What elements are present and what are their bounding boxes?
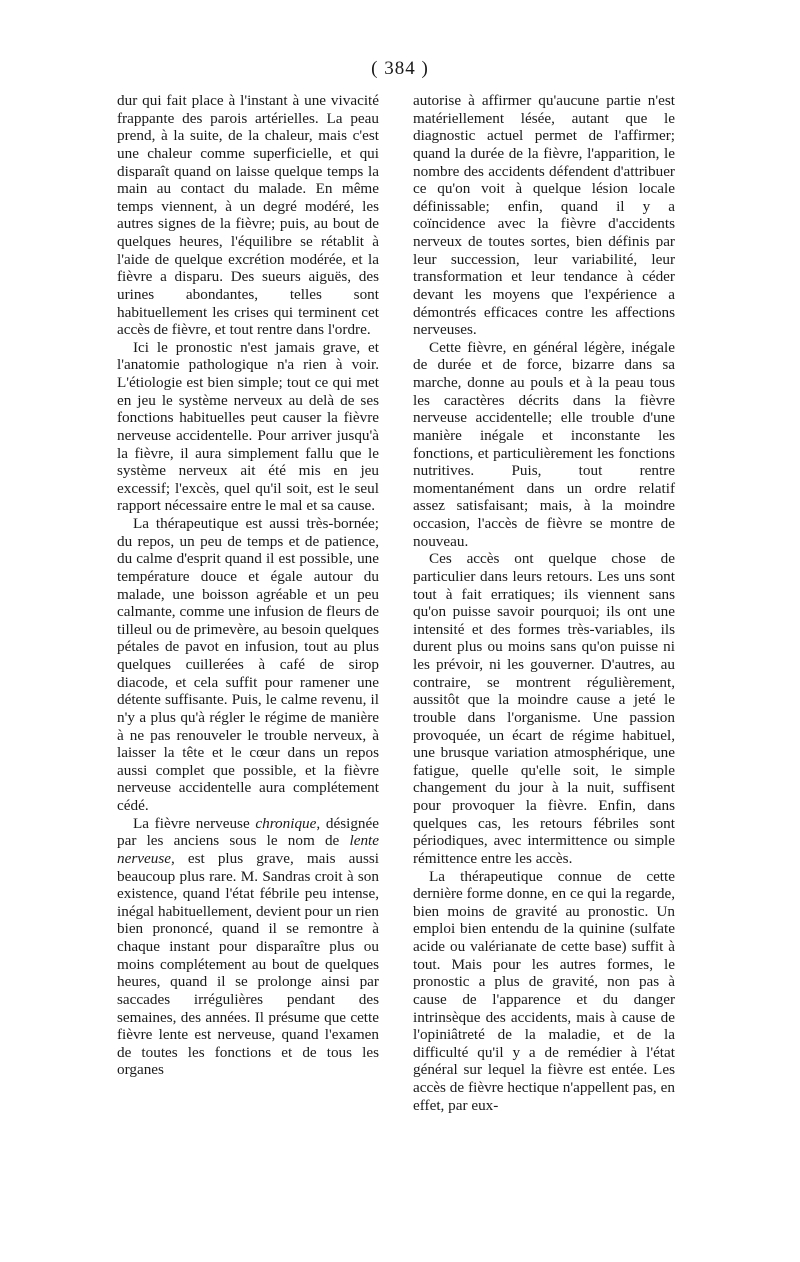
paragraph-therapy: La thérapeutique est aussi très-bornée; du repos, un peu de temps et de patience, du calme d'esprit quand il est possible, une température douce et égale autour du malade, une boisson agréable et un peu calmante, comme une infusion de fleurs de tilleul ou de primevère, au besoin quelques pétales de pavot en infusion, tout au plus quelques cuillerées à café de sirop diacode, et cela suffit pour ramener une détente suffisante. Puis, le calme revenu, il n'y a plus qu'à régler le régime de manière à ne pas renouveler le trouble nerveux, à laisser la tête et le cœur dans un repos aussi complet que possible, et la fièvre nerveuse accidentelle aura complétement cédé. bbox=[117, 515, 379, 814]
text-run: La fièvre nerveuse bbox=[133, 814, 256, 832]
text-run: , désignée par les anciens sous le nom de bbox=[117, 814, 379, 850]
italic-term: lente nerveuse bbox=[117, 832, 379, 867]
paragraph-continuation: autorise à affirmer qu'aucune partie n'est matériellement lésée, autant que le diagnostic actuel permet de l'affirmer; quand la durée de la fièvre, l'apparition, le nombre des accidents défendent d'attribuer ce qu'on voit à quelque lésion locale définissable; enfin, quand il y a coïncidence avec la fièvre d'accidents nerveux de toutes sortes, bien définis par leur succession, leur variabilité, leur transformation et leur tendance à céder devant les moyens que l'expérience a démontrés efficaces contre les affections nerveuses. bbox=[413, 92, 675, 339]
paragraph-prognosis: Ici le pronostic n'est jamais grave, et l'anatomie pathologique n'a rien à voir. L'étiologie est bien simple; tout ce qui met en jeu le système nerveux au delà de ses fonctions habituelles peut causer la fièvre nerveuse accidentelle. Pour arriver jusqu'à la fièvre, il aura simplement fallu que le système nerveux ait été mis en jeu excessif; l'excès, quel qu'il soit, est le seul rapport nécessaire entre le mal et sa cause. bbox=[117, 338, 379, 515]
right-column bbox=[413, 92, 675, 1114]
paragraph-fever-description: Cette fièvre, en général légère, inégale de durée et de force, bizarre dans sa marche, donne au pouls et à la peau tous les caractères décrits dans la fièvre nerveuse accidentelle; elle trouble d'une manière inégale et inconstante les fonctions, et particulièrement les fonctions nutritives. Puis, tout rentre momentanément dans un ordre relatif assez satisfaisant; mais, à la moindre occasion, l'accès de fièvre se montre de nouveau. bbox=[413, 338, 675, 550]
paragraph-continuation: dur qui fait place à l'instant à une vivacité frappante des parois artérielles. La peau prend, à la suite, de la chaleur, mais c'est une chaleur comme superficielle, et qui disparaît quand on laisse quelque temps la main au contact du malade. En même temps viennent, à un degré modéré, les autres signes de la fièvre; puis, au bout de quelques heures, l'équilibre se rétablit à l'aide de quelque excrétion modérée, et la fièvre a disparu. Des sueurs aiguës, des urines abondantes, telles sont habituellement les crises qui terminent cet accès de fièvre, et tout rentre dans l'ordre. bbox=[117, 92, 379, 339]
page-number: ( 384 ) bbox=[371, 58, 429, 79]
paragraph-chronic-fever bbox=[117, 815, 379, 1079]
text-run: , est plus grave, mais aussi beaucoup plus rare. M. Sandras croit à son existence, quand l'état fébrile peu intense, inégal habituellement, devient pour un rien bien prononcé, quand il se remontre à chaque instant pour disparaître plus ou moins complétement au bout de quelques heures, quand il se prolonge ainsi par saccades irrégulières pendant des semaines, des années. Il présume que cette fièvre lente est nerveuse, quand l'examen de toutes les fonctions et de tous les organes bbox=[117, 849, 379, 1079]
paragraph-therapeutics: La thérapeutique connue de cette dernière forme donne, en ce qui la regarde, bien moins de gravité au pronostic. Un emploi bien entendu de la quinine (sulfate acide ou valérianate de cette base) suffit à tout. Mais pour les autres formes, le pronostic a plus de gravité, non pas à cause de l'apparence et du danger intrinsèque des accidents, mais à cause de l'opiniâtreté de la maladie, et de la difficulté qu'il y a de remédier à l'état général sur lequel la fièvre est entée. Les accès de fièvre hectique n'appellent pas, en effet, par eux- bbox=[413, 867, 675, 1114]
italic-term: chronique bbox=[255, 814, 317, 832]
left-column bbox=[117, 92, 379, 1079]
paragraph-attacks: Ces accès ont quelque chose de particulier dans leurs retours. Les uns sont tout à fait erratiques; ils viennent sans qu'on puisse savoir pourquoi; ils ont une intensité et des formes très-variables, ils durent plus ou moins sans qu'on puisse ni les prévoir, ni les gouverner. D'autres, au contraire, se montrent régulièrement, aussitôt que la moindre cause a jeté le trouble dans l'organisme. Une passion provoquée, un écart de régime habituel, une brusque variation atmosphérique, une fatigue, quelle qu'elle soit, le simple changement du jour à la nuit, suffisent pour provoquer la fièvre. Enfin, dans quelques cas, les retours fébriles sont périodiques, avec intermittence ou simple rémittence entre les accès. bbox=[413, 550, 675, 867]
